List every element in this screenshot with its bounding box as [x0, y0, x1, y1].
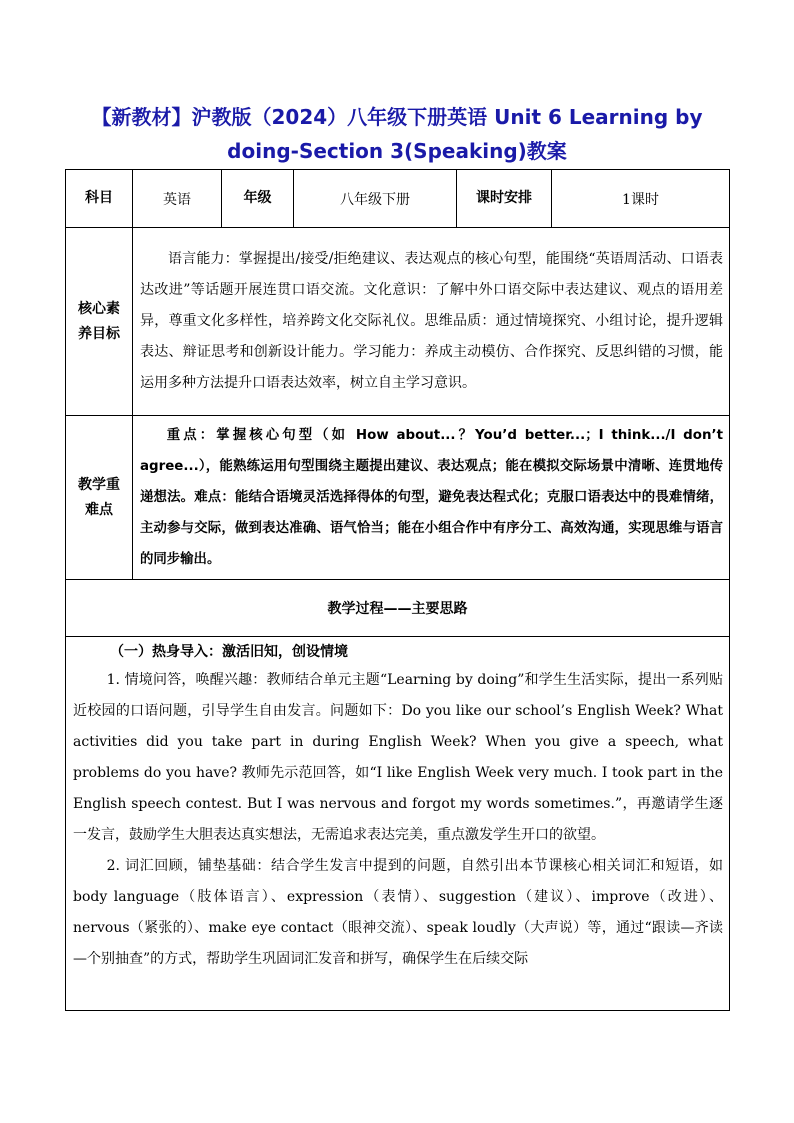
grade-label: 年级 [222, 170, 294, 228]
process-content-row [66, 637, 730, 1011]
lesson-plan-table [65, 169, 730, 1011]
document-title: 【新教材】沪教版（2024）八年级下册英语 Unit 6 Learning by doing-Section 3(Speaking)教案 [91, 105, 703, 163]
goals-row [66, 228, 730, 416]
process-paragraph-1: 1. 情境问答，唤醒兴趣：教师结合单元主题“Learning by doing”和学生生活实际，提出一系列贴近校园的口语问题，引导学生自由发言。问题如下：Do you like our school’s English Week? What activities did you take part in during English Week? When you give a speech, what problems do you have? 教师先示范回答，如“I like English Week very much. I took part in the English speech contest. But I was nervous and forgot my words sometimes.”，再邀请学生逐一发言，鼓励学生大胆表达真实想法，无需追求表达完美，重点激发学生开口的欲望。 [73, 672, 723, 843]
key-points-content [133, 416, 730, 580]
goals-content [133, 228, 730, 416]
subject-value: 英语 [133, 170, 222, 228]
process-title-row [66, 580, 730, 637]
key-points-label-text: 教学重难点 [78, 476, 120, 518]
hours-value: 1课时 [552, 170, 730, 228]
goals-text: 语言能力：掌握提出/接受/拒绝建议、表达观点的核心句型，能围绕“英语周活动、口语表达改进”等话题开展连贯口语交流。文化意识：了解中外口语交际中表达建议、观点的语用差异，尊重文化多样性，培养跨文化交际礼仪。思维品质：通过情境探究、小组讨论，提升逻辑表达、辩证思考和创新设计能力。学习能力：养成主动模仿、合作探究、反思纠错的习惯，能运用多种方法提升口语表达效率，树立自主学习意识。 [140, 251, 723, 391]
process-content [66, 637, 730, 1011]
key-points-label [66, 416, 133, 580]
key-points-text: 重点：掌握核心句型（如 How about...？You’d better...；I think.../I don’t agree...），能熟练运用句型围绕主题提出建议、表达观点；能在模拟交际场景中清晰、连贯地传递想法。难点：能结合语境灵活选择得体的句型，避免表达程式化；克服口语表达中的畏难情绪，主动参与交际，做到表达准确、语气恰当；能在小组合作中有序分工、高效沟通，实现思维与语言的同步输出。 [140, 428, 723, 567]
process-heading: （一）热身导入：激活旧知，创设情境 [110, 644, 348, 660]
goals-label-text: 核心素养目标 [78, 300, 120, 342]
process-section-title: 教学过程——主要思路 [66, 580, 730, 637]
process-paragraph-2: 2. 词汇回顾，铺垫基础：结合学生发言中提到的问题，自然引出本节课核心相关词汇和短语，如 body language（肢体语言）、expression（表情）、suggestion（建议）、improve（改进）、nervous（紧张的）、make eye contact（眼神交流）、speak loudly（大声说）等，通过“跟读—齐读—个别抽查”的方式，帮助学生巩固词汇发音和拼写，确保学生在后续交际 [73, 858, 723, 967]
goals-label [66, 228, 133, 416]
key-points-row [66, 416, 730, 580]
subject-label: 科目 [66, 170, 133, 228]
header-row [66, 170, 730, 228]
grade-value: 八年级下册 [294, 170, 457, 228]
hours-label: 课时安排 [457, 170, 552, 228]
